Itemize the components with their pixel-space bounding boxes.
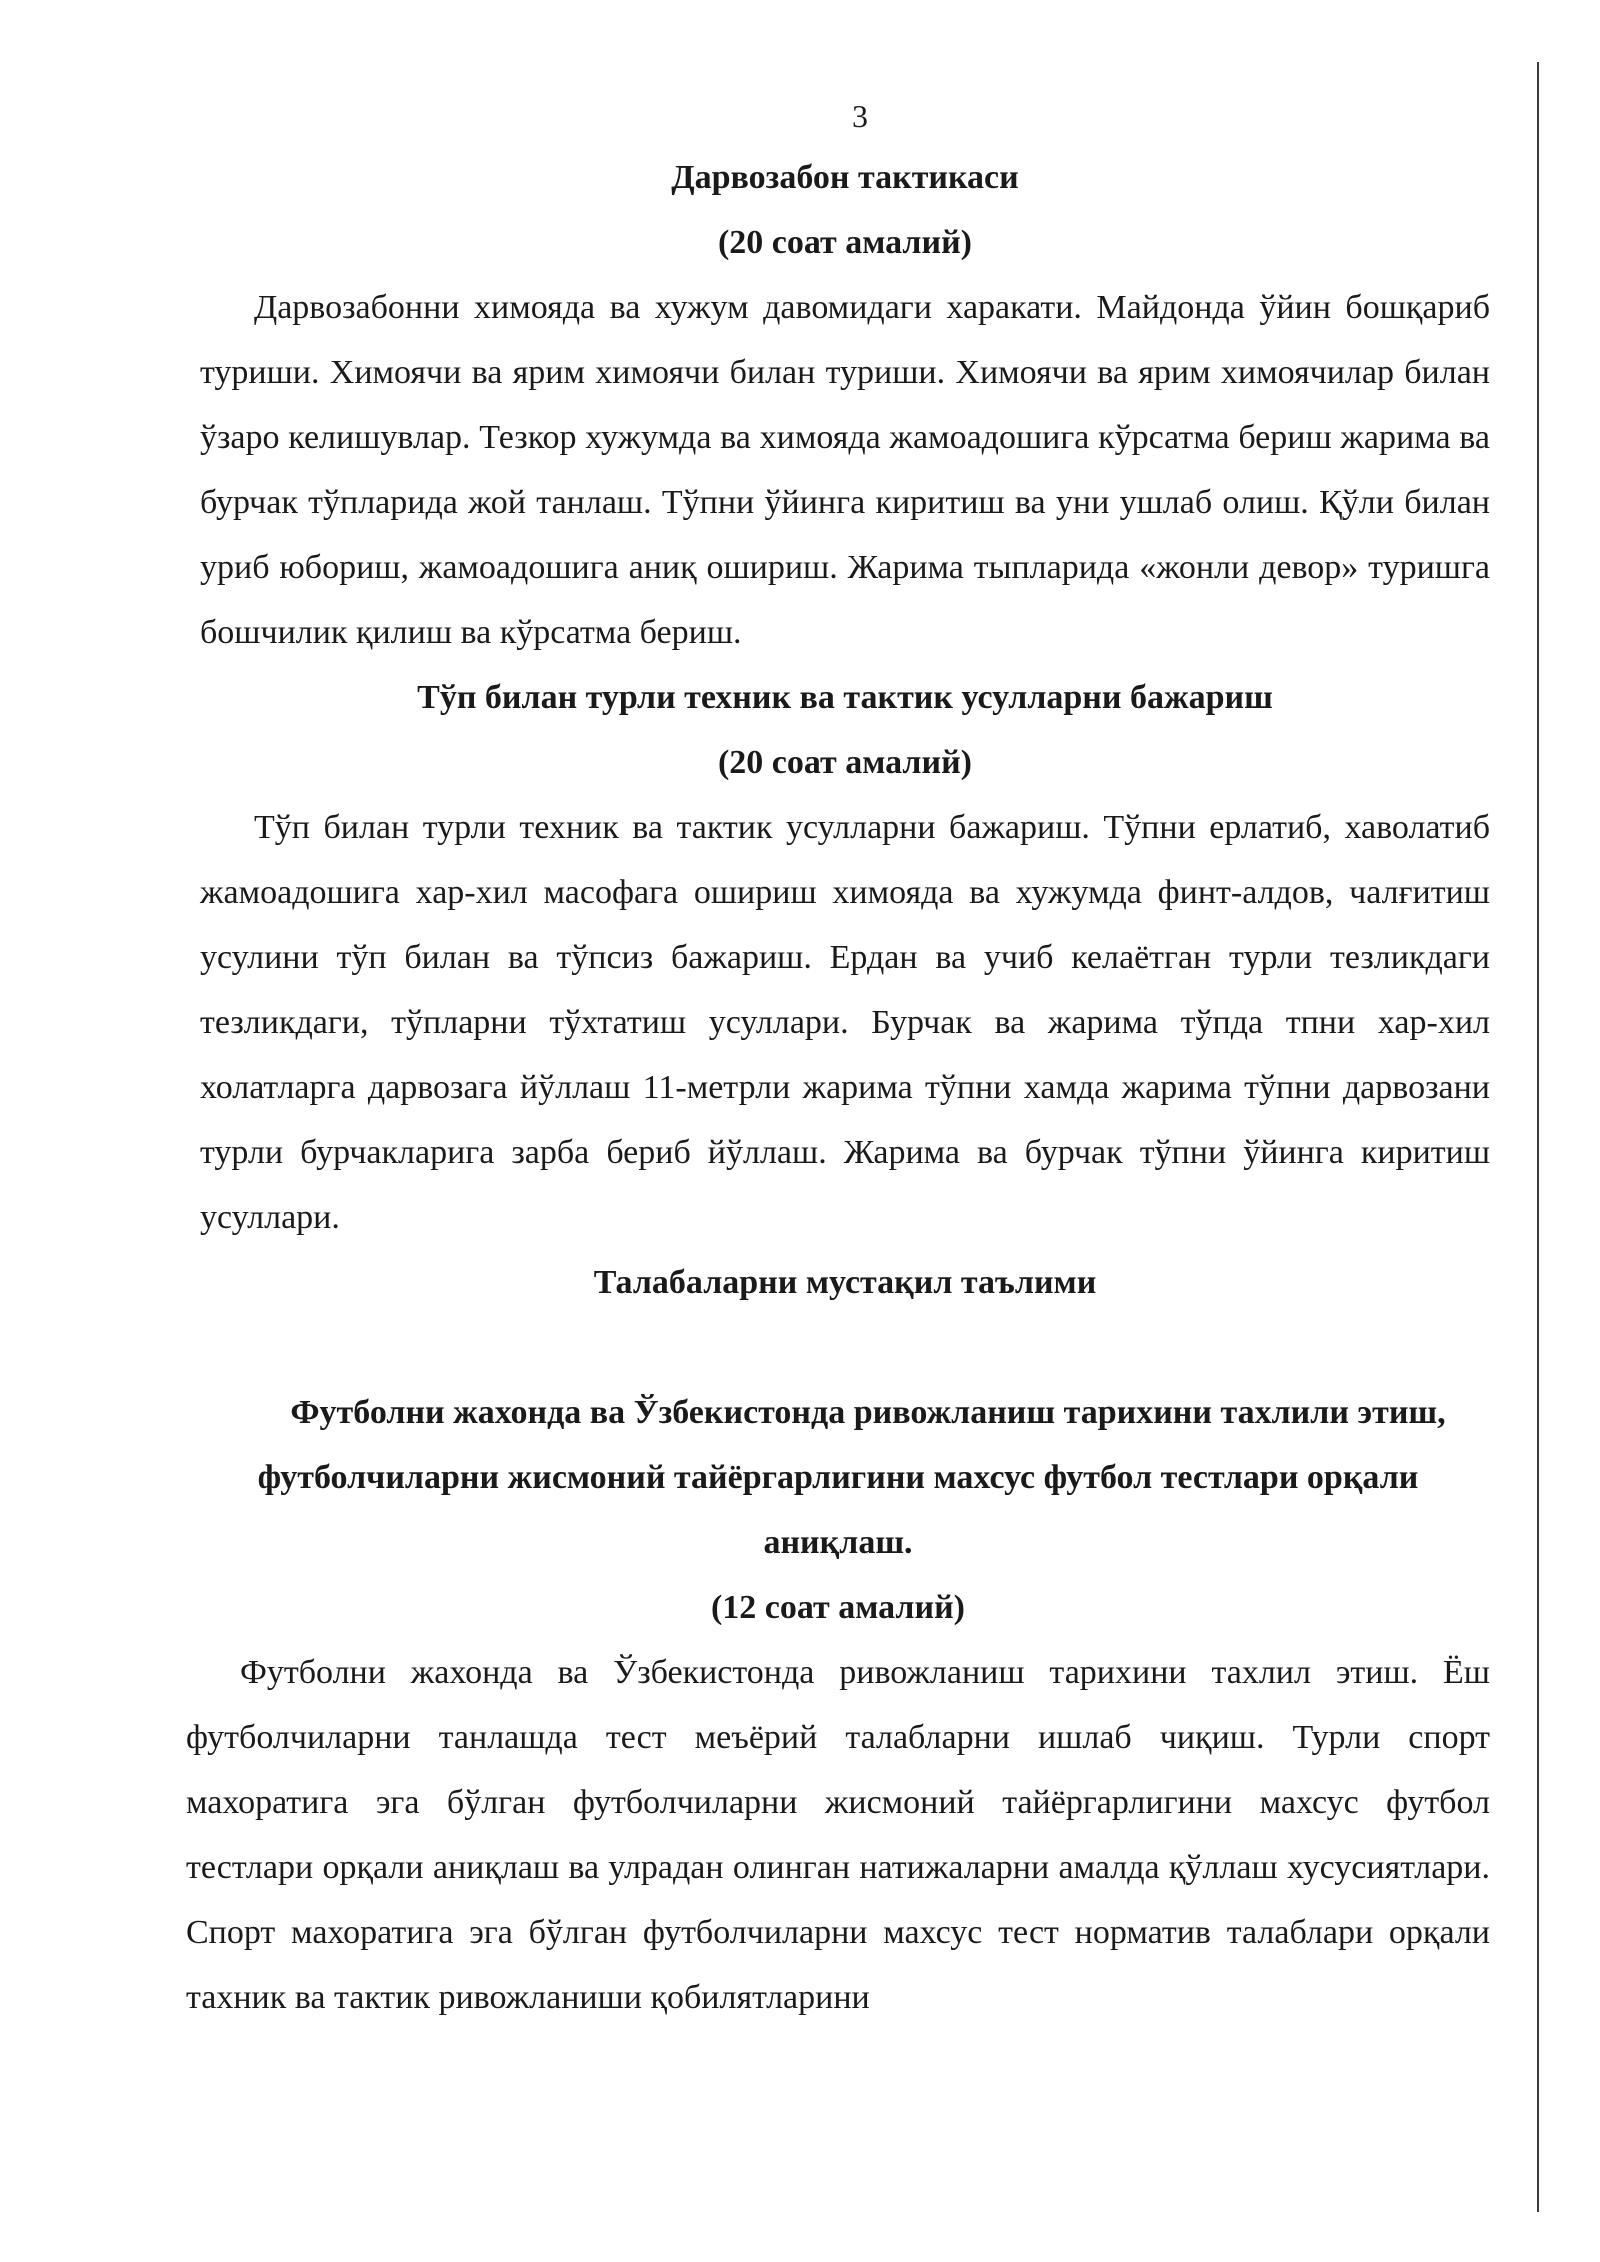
section-1-text: Дарвозабонни химояда ва хужум давомидаги харакати. Майдонда ўйин бошқариб туриши. Химоячи ва ярим химоячи билан туриши. Химоячи ва ярим химоячилар билан ўзаро келишувлар. Тезкор хужумда ва химояда жамоадошига кўрсатма бериш жарима ва бурчак тўпларида жой танлаш. Тўпни ўйинга киритиш ва уни ушлаб олиш. Қўли билан уриб юбориш, жамоадошига аниқ ошириш. Жарима тыпларида «жонли девор» туришга бошчилик қилиш ва кўрсатма бериш.: [200, 289, 1490, 651]
section-2-hours: (20 соат амалий): [717, 744, 973, 781]
page-number: 3: [852, 98, 868, 134]
section-1-hours: (20 соат амалий): [717, 224, 973, 261]
section-1-title: Дарвозабон тактикаси: [671, 159, 1019, 196]
section-2-text: Тўп билан турли техник ва тактик усулларни бажариш. Тўпни ерлатиб, хаволатиб жамоадошига хар-хил масофага ошириш химояда ва хужумда финт-алдов, чалғитиш усулини тўп билан ва тўпсиз бажариш. Ердан ва учиб келаётган турли тезликдаги тезликдаги, тўпларни тўхтатиш усуллари. Бурчак ва жарима тўпда тпни хар-хил холатларга дарвозага йўллаш 11-метрли жарима тўпни хамда жарима тўпни дарвозани турли бурчакларига зарба бериб йўллаш. Жарима ва бурчак тўпни ўйинга киритиш усуллари.: [200, 809, 1490, 1236]
topic-title: Футболни жахонда ва Ўзбекистонда ривожланиш тарихини тахлили этиш, футболчиларни жисмоний тайёргарлигини махсус футбол тестлари орқали аниқлаш.: [257, 1394, 1446, 1561]
topic-hours: (12 соат амалий): [710, 1589, 966, 1626]
independent-study-block: [186, 1380, 1490, 2030]
section-2-title: Тўп билан турли техник ва тактик усулларни бажариш: [417, 679, 1273, 716]
document-body: [186, 145, 1490, 2030]
page-margin-line: [1537, 62, 1539, 2212]
topic-text: Футболни жахонда ва Ўзбекистонда ривожланиш тарихини тахлил этиш. Ёш футболчиларни танлашда тест меъёрий талабларни ишлаб чиқиш. Турли спорт махоратига эга бўлган футболчиларни жисмоний тайёргарлигини махсус футбол тестлари орқали аниқлаш ва улрадан олинган натижаларни амалда қўллаш хусусиятлари. Спорт махоратига эга бўлган футболчиларни махсус тест норматив талаблари орқали тахник ва тактик ривожланиши қобилятларини: [186, 1654, 1490, 2016]
blank-line: [200, 1315, 1490, 1380]
independent-study-title: Талабаларни мустақил таълими: [593, 1264, 1097, 1301]
